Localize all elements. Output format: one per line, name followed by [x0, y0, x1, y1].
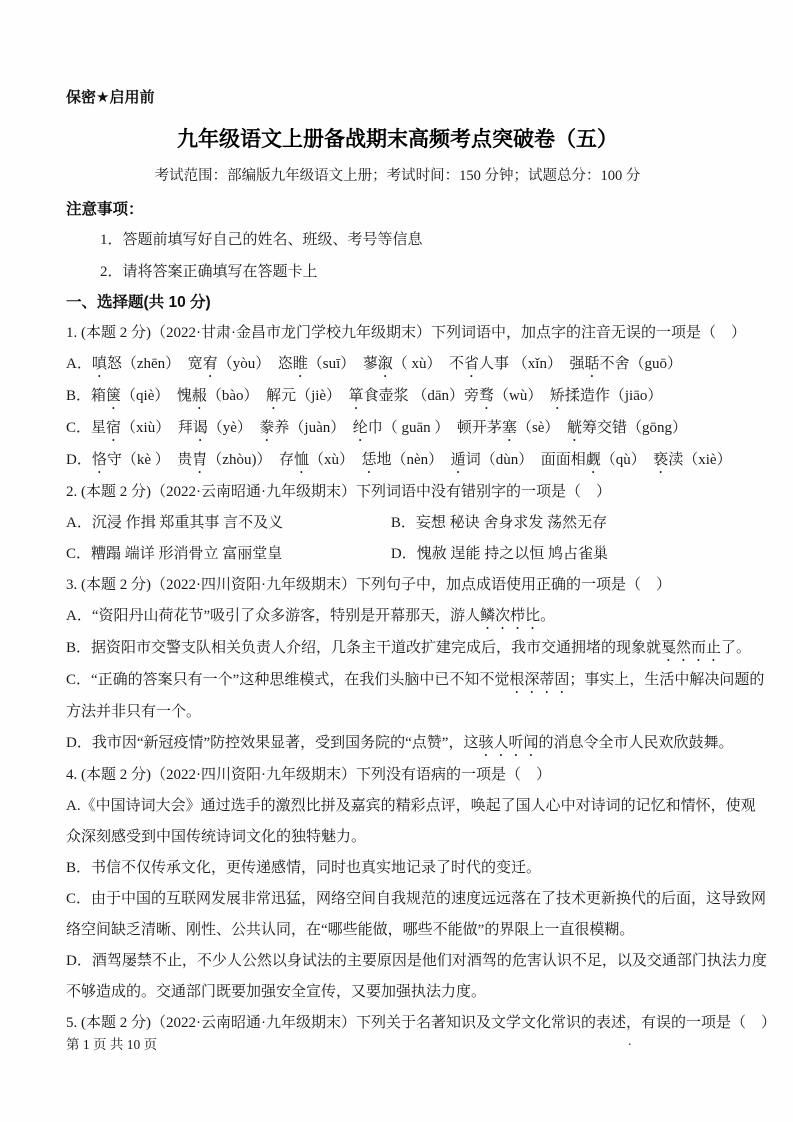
option-line-A	[66, 601, 729, 633]
emphasized-text: 恪	[91, 452, 107, 468]
emphasized-text: 宥	[202, 356, 218, 372]
emphasized-text: 恤	[293, 452, 309, 468]
text-segment: 筹交错（gōng）	[581, 420, 687, 436]
question-stem	[66, 570, 729, 601]
option-line-B	[66, 633, 752, 665]
text-segment: 的消息令全市人民欢欣鼓舞。	[538, 735, 734, 751]
emphasized-text: 遁	[450, 452, 466, 468]
emphasized-text: 恁	[361, 452, 377, 468]
emphasized-text: 箧	[106, 388, 122, 404]
notice-item-2: 2．请将答案正确填写在答题卡上	[100, 264, 318, 280]
text-segment: A．	[66, 356, 92, 372]
text-segment: 人事 （xǐn） 强	[479, 356, 585, 372]
option-line-D	[66, 445, 732, 477]
question-stem	[66, 760, 729, 791]
text-segment: （wù）	[494, 388, 550, 404]
notice-item-1: 1．答题前填写好自己的姓名、班级、考号等信息	[100, 232, 423, 248]
text-segment: D．酒驾屡禁不止，不少人公然以身试法的主要原因是他们对酒驾的危害认识不足，以及交通部门执法力度	[66, 953, 767, 969]
text-segment: B．据资阳市交警支队相关负责人介绍，几条主干道改扩建完成后，我市交通拥堵的现象就	[66, 640, 662, 656]
option-line-A-cont	[66, 822, 729, 853]
text-segment: A．沉浸 作揖 郑重其事 言不及义	[66, 515, 284, 531]
text-segment: （yòu） 恣	[217, 356, 293, 372]
question-3	[66, 570, 765, 760]
emphasized-text: 箪	[348, 388, 364, 404]
page-content	[66, 88, 776, 1039]
text-segment: 。	[540, 608, 556, 624]
text-segment: 不够造成的。交通部门既要加强安全宣传，又要加强执法力度。	[66, 984, 487, 1000]
text-segment: 渎（xiè）	[668, 452, 732, 468]
emphasized-text: 觑	[585, 452, 601, 468]
notice-heading: 注意事项：	[66, 201, 144, 218]
emphasized-text: 宿	[106, 420, 122, 436]
text-segment: C．星	[66, 420, 107, 436]
text-segment: D．我市因“新冠疫情”防控效果显著，受到国务院的“点赞”，这	[66, 735, 479, 751]
text-segment: 词（dùn） 面面相	[465, 452, 586, 468]
option-column	[66, 539, 391, 570]
text-segment: 方法并非只有一个。	[66, 704, 202, 720]
emphasized-text: 纶	[352, 420, 368, 436]
emphasized-text: 聒	[584, 356, 600, 372]
emphasized-text: 骛	[479, 388, 495, 404]
text-segment: （qiè） 愧	[121, 388, 192, 404]
emphasized-text: 矫	[549, 388, 565, 404]
question-stem	[66, 318, 746, 349]
option-line-B	[66, 853, 729, 884]
option-line-B	[66, 381, 729, 413]
option-line-AB	[66, 508, 729, 539]
text-segment: 巾（ guān ） 顿开茅	[367, 420, 502, 436]
emphasized-text: 根深蒂固	[509, 672, 570, 688]
option-line-D	[66, 728, 734, 760]
text-segment: 食壶浆 （dān）旁	[363, 388, 479, 404]
emphasized-text: 嗔	[91, 356, 107, 372]
text-segment: A.《中国诗词大会》通过选手的激烈比拼及嘉宾的精彩点评，唤起了国人心中对诗词的记忆和情怀，使观	[66, 798, 756, 814]
text-segment: 揉造作（jiāo）	[564, 388, 663, 404]
secrecy-label: 保密★启用前	[66, 89, 155, 106]
text-segment: 众深刻感受到中国传统诗词文化的独特魅力。	[66, 829, 367, 845]
text-segment: 5. (本题 2 分)（2022·云南昭通·九年级期末）下列关于名著知识及文学文化常识的表述，有误的一项是（ ）	[66, 1015, 776, 1031]
emphasized-text: 觥	[566, 420, 582, 436]
questions	[66, 318, 776, 1039]
emphasized-text: 谒	[192, 420, 208, 436]
text-segment: ；事实上，生活中解决问题的	[569, 672, 765, 688]
text-segment: （sè）	[516, 420, 567, 436]
emphasized-text: 鳞次栉比	[480, 608, 541, 624]
text-segment: 守（kè ） 贵	[106, 452, 193, 468]
text-segment: 络空间缺乏清晰、刚性、公共认同，在“哪些能做，哪些不能做”的界限上一直很模糊。	[66, 922, 635, 938]
emphasized-text: 睢	[292, 356, 308, 372]
text-segment: （qù）	[600, 452, 654, 468]
text-segment: （ xù） 不	[392, 356, 465, 372]
text-segment: C．“正确的答案只有一个”这种思维模式，在我们头脑中已不知不觉	[66, 672, 510, 688]
text-segment: 1. (本题 2 分)（2022·甘肃·金昌市龙门学校九年级期末）下列词语中，加点字的注音无误的一项是（ ）	[66, 325, 746, 341]
emphasized-text: 溆	[377, 356, 393, 372]
question-2	[66, 477, 729, 570]
emphasized-text: 省	[464, 356, 480, 372]
option-line-A	[66, 791, 756, 822]
emphasized-text: 胄	[192, 452, 208, 468]
text-segment: 地（nèn）	[376, 452, 451, 468]
option-line-C	[66, 413, 729, 445]
option-column	[391, 508, 729, 539]
text-segment: （xù）	[308, 452, 362, 468]
option-line-C	[66, 665, 765, 697]
text-segment: （yè）	[207, 420, 260, 436]
text-segment: 怒（zhēn） 宽	[106, 356, 203, 372]
text-segment: C．糟蹋 端详 形消骨立 富丽堂皇	[66, 546, 283, 562]
text-segment: B．箱	[66, 388, 107, 404]
option-line-C	[66, 884, 767, 915]
text-segment: C．由于中国的互联网发展非常迅猛，网络空间自我规范的速度远远落在了技术更新换代的后面，这导致网	[66, 891, 767, 907]
text-segment: 4. (本题 2 分)（2022·四川资阳·九年级期末）下列没有语病的一项是（ ）	[66, 767, 551, 783]
text-segment: 3. (本题 2 分)（2022·四川资阳·九年级期末）下列句子中，加点成语使用正确的一项是（ ）	[66, 577, 671, 593]
text-segment: （zhòu)） 存	[207, 452, 294, 468]
question-4	[66, 760, 767, 1008]
text-segment: D．愧赦 逞能 持之以恒 鸠占雀巢	[390, 546, 608, 562]
option-column	[391, 539, 729, 570]
section-heading: 一、选择题(共 10 分)	[66, 294, 211, 311]
option-line-C-cont	[66, 697, 729, 728]
text-segment: （xiù） 拜	[121, 420, 193, 436]
option-line-A	[66, 349, 729, 381]
text-segment: B．妄想 秘诀 舍身求发 荡然无存	[390, 515, 608, 531]
emphasized-text: 塞	[501, 420, 517, 436]
emphasized-text: 赧	[191, 388, 207, 404]
text-segment: 不舍（guō）	[599, 356, 682, 372]
page-title: 九年级语文上册备战期末高频考点突破卷（五）	[177, 128, 618, 151]
exam-info: 考试范围：部编版九年级语文上册；考试时间：150 分钟；试题总分：100 分	[154, 168, 641, 184]
text-segment: 2. (本题 2 分)（2022·云南昭通·九年级期末）下列词语中没有错别字的一项是（ ）	[66, 484, 611, 500]
option-line-C-cont	[66, 915, 729, 946]
option-line-CD	[66, 539, 729, 570]
question-1	[66, 318, 746, 477]
text-segment: 了。	[721, 640, 752, 656]
emphasized-text: 豢	[259, 420, 275, 436]
stray-dot-mark: .	[628, 1034, 632, 1049]
question-stem	[66, 477, 729, 508]
text-segment: A．“资阳丹山荷花节”吸引了众多游客，特别是开幕那天，游人	[66, 608, 481, 624]
option-column	[66, 508, 391, 539]
text-segment: D．	[66, 452, 92, 468]
emphasized-text: 解	[266, 388, 282, 404]
option-line-D-cont	[66, 977, 729, 1008]
text-segment: 元（jiè）	[281, 388, 349, 404]
option-line-D	[66, 946, 767, 977]
emphasized-text: 戛然而止	[661, 640, 722, 656]
text-segment: （bào）	[206, 388, 267, 404]
text-segment: （suī） 蓼	[307, 356, 378, 372]
emphasized-text: 骇人听闻	[478, 735, 539, 751]
emphasized-text: 亵	[653, 452, 669, 468]
text-segment: 养（juàn）	[274, 420, 353, 436]
page-number-indicator: 第 1 页 共 10 页	[66, 1037, 158, 1052]
text-segment: B．书信不仅传承文化，更传递感情，同时也真实地记录了时代的变迁。	[66, 860, 542, 876]
